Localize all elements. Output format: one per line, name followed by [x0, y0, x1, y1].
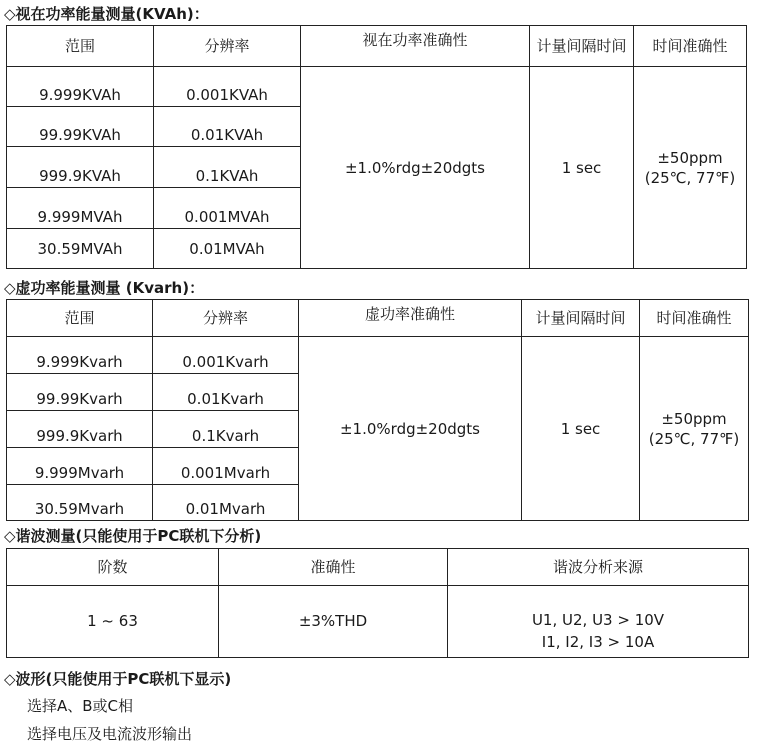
resolution-cell: 0.01MVAh: [154, 229, 301, 269]
header-range: 范围: [7, 26, 154, 67]
range-cell: 99.99KVAh: [7, 107, 154, 147]
range-cell: 9.999Kvarh: [7, 337, 153, 374]
resolution-cell: 0.01Kvarh: [153, 374, 299, 411]
time-accuracy-cell: [634, 67, 747, 269]
range-cell: 999.9KVAh: [7, 147, 154, 188]
header-order: 阶数: [7, 549, 219, 586]
section-title-harmonics: ◇谐波测量(只能使用于PC联机下分析): [4, 527, 262, 545]
interval-cell: 1 sec: [530, 67, 634, 269]
header-reactive-accuracy: 虚功率准确性: [299, 300, 522, 337]
resolution-cell: 0.01Mvarh: [153, 485, 299, 521]
header-resolution: 分辨率: [153, 300, 299, 337]
time-accuracy-line2: (25℃, 77℉): [644, 168, 736, 187]
harmonics-table: [6, 548, 749, 658]
time-accuracy-cell: [640, 337, 749, 521]
range-cell: 9.999MVAh: [7, 188, 154, 229]
apparent-energy-table: [6, 25, 747, 269]
resolution-cell: 0.001KVAh: [154, 67, 301, 107]
time-accuracy-line2: (25℃, 77℉): [648, 429, 740, 448]
accuracy-cell: ±3%THD: [219, 586, 448, 658]
reactive-energy-table: [6, 299, 749, 521]
header-accuracy: 准确性: [219, 549, 448, 586]
interval-cell: 1 sec: [522, 337, 640, 521]
source-current: I1, I2, I3 > 10A: [541, 633, 655, 651]
range-cell: 999.9Kvarh: [7, 411, 153, 448]
header-harmonic-source: 谐波分析来源: [448, 549, 749, 586]
resolution-cell: 0.1KVAh: [154, 147, 301, 188]
range-cell: 30.59MVAh: [7, 229, 154, 269]
resolution-cell: 0.001MVAh: [154, 188, 301, 229]
resolution-cell: 0.001Mvarh: [153, 448, 299, 485]
resolution-cell: 0.01KVAh: [154, 107, 301, 147]
header-resolution: 分辨率: [154, 26, 301, 67]
section-title-waveform: ◇波形(只能使用于PC联机下显示): [4, 670, 232, 688]
waveform-phase-select: 选择A、B或C相: [27, 697, 134, 715]
source-cell: [448, 586, 749, 658]
section-title-apparent-energy: ◇视在功率能量测量(KVAh)：: [4, 5, 209, 23]
order-cell: 1 ~ 63: [7, 586, 219, 658]
range-cell: 9.999Mvarh: [7, 448, 153, 485]
range-cell: 9.999KVAh: [7, 67, 154, 107]
time-accuracy-line1: ±50ppm: [657, 148, 723, 167]
table-row: [7, 337, 749, 374]
time-accuracy-line1: ±50ppm: [661, 409, 727, 428]
header-apparent-accuracy: 视在功率准确性: [301, 26, 530, 67]
table-row: [7, 67, 747, 107]
accuracy-cell: ±1.0%rdg±20dgts: [299, 337, 522, 521]
header-time-accuracy: 时间准确性: [634, 26, 747, 67]
header-time-accuracy: 时间准确性: [640, 300, 749, 337]
range-cell: 30.59Mvarh: [7, 485, 153, 521]
resolution-cell: 0.001Kvarh: [153, 337, 299, 374]
accuracy-cell: ±1.0%rdg±20dgts: [301, 67, 530, 269]
header-range: 范围: [7, 300, 153, 337]
resolution-cell: 0.1Kvarh: [153, 411, 299, 448]
header-interval: 计量间隔时间: [530, 26, 634, 67]
header-interval: 计量间隔时间: [522, 300, 640, 337]
source-voltage: U1, U2, U3 > 10V: [531, 611, 665, 629]
waveform-output-select: 选择电压及电流波形输出: [27, 725, 193, 743]
range-cell: 99.99Kvarh: [7, 374, 153, 411]
table-row: [7, 586, 749, 658]
section-title-reactive-energy: ◇虚功率能量测量 (Kvarh)：: [4, 279, 205, 297]
